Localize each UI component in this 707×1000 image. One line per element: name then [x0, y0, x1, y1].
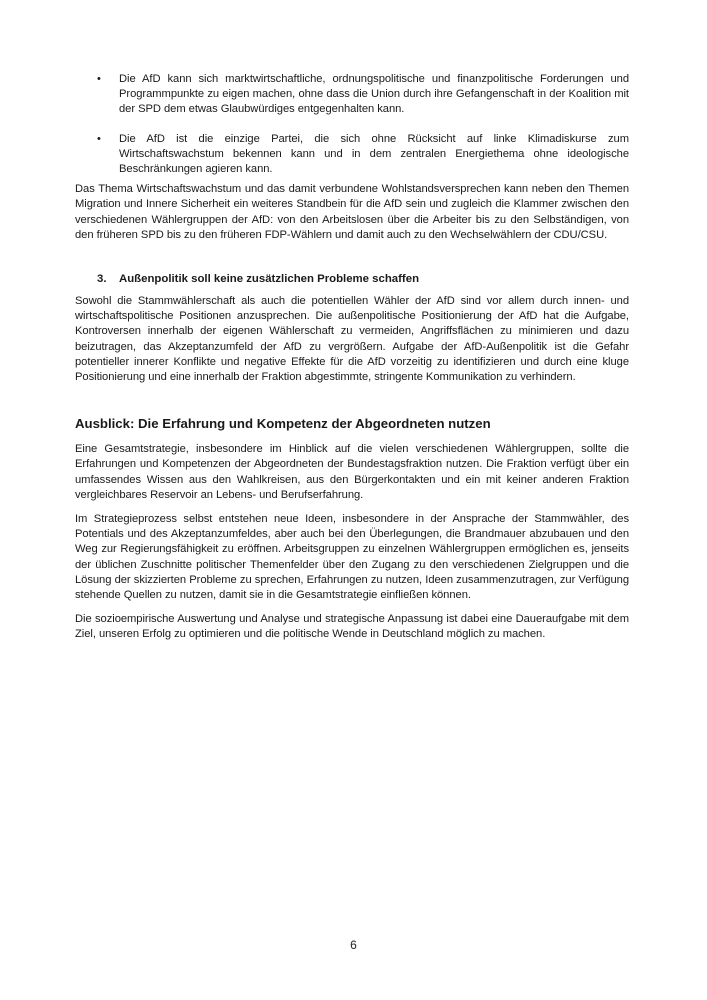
section-title: Außenpolitik soll keine zusätzlichen Probleme schaffen [119, 273, 420, 286]
bullet-list [75, 72, 629, 177]
paragraph-daueraufgabe: Die sozioempirische Auswertung und Analyse und strategische Anpassung ist dabei eine Daueraufgabe mit dem Ziel, unseren Erfolg zu optimieren und die politische Wende in Deutschland möglich zu machen. [75, 613, 629, 641]
document-page [75, 72, 629, 652]
paragraph-strategieprozess: Im Strategieprozess selbst entstehen neue Ideen, insbesondere in der Ansprache der Stammwähler, des Potentials und des Akzeptanzumfeldes, aber auch bei den Überlegungen, die Brandmauer abzubauen und den Weg zur Regierungsfähigkeit zu eröffnen. Arbeitsgruppen zu einzelnen Wählergruppen ermöglichen es, jenseits der üblichen Zuschnitte politischer Themenfelder über den Zugang zu den verschiedenen Zielgruppen und die Lösung der skizzierten Probleme zu sprechen, Erfahrungen zu nutzen, Ideen zusammenzutragen, zur Verfügung stehende Quellen zu nutzen, damit sie in die Gesamtstrategie einfließen können. [75, 513, 629, 602]
paragraph-wirtschaftswachstum: Das Thema Wirtschaftswachstum und das damit verbundene Wohlstandsversprechen kann neben den Themen Migration und Innere Sicherheit ein weiteres Standbein für die AfD sein und zugleich die Klammer zwischen den verschiedenen Wählergruppen der AfD: von den Arbeitslosen über die Arbeiter bis zu den Selbständigen, von den früheren SPD bis zu den früheren FDP-Wählern und damit auch zu den Wechselwählern der CDU/CSU. [75, 183, 629, 241]
bullet-item [75, 132, 629, 178]
ausblick-heading: Ausblick: Die Erfahrung und Kompetenz der Abgeordneten nutzen [75, 416, 491, 432]
bullet-text: Die AfD ist die einzige Partei, die sich ohne Rücksicht auf linke Klimadiskurse zum Wirtschaftswachstum bekennen kann und in dem zentralen Energiethema ohne ideologische Beschränkungen agieren kann. [119, 132, 629, 176]
bullet-marker: • [97, 73, 101, 85]
section-3-heading [75, 273, 629, 285]
paragraph-aussenpolitik: Sowohl die Stammwählerschaft als auch die potentiellen Wähler der AfD sind vor allem durch innen- und wirtschaftspolitische Positionen anzusprechen. Die außenpolitische Positionierung der AfD hat die Aufgabe, Kontroversen innerhalb der eigenen Wählerschaft zu vermeiden, Angriffsflächen zu minimieren und dazu beizutragen, das Akzeptanzumfeld der AfD zu vergrößern. Aufgabe der AfD-Außenpolitik ist die Gefahr potentieller innerer Konflikte und negative Effekte für die AfD vorzeitig zu identifizieren und durch eine kluge Positionierung und eine innerhalb der Fraktion abgestimmte, stringente Kommunikation zu verhindern. [75, 295, 629, 384]
section-number: 3. [97, 273, 107, 286]
bullet-item [75, 72, 629, 118]
bullet-marker: • [97, 132, 101, 145]
page-number: 6 [350, 938, 357, 952]
paragraph-gesamtstrategie: Eine Gesamtstrategie, insbesondere im Hinblick auf die vielen verschiedenen Wählergruppen, sollte die Erfahrungen und Kompetenzen der Abgeordneten der Bundestagsfraktion nutzen. Die Fraktion verfügt über ein umfassendes Wissen aus den Wahlkreisen, aus den Bürgerkontakten und ein mit keiner anderen Fraktion vergleichbares Reservoir an Lebens- und Berufserfahrung. [75, 443, 629, 501]
bullet-text: Die AfD kann sich marktwirtschaftliche, ordnungspolitische und finanzpolitische Forderungen und Programmpunkte zu eigen machen, ohne dass die Union durch ihre Gefangenschaft in der Koalition mit der SPD dem etwas Glaubwürdiges entgegenhalten kann. [119, 73, 629, 116]
